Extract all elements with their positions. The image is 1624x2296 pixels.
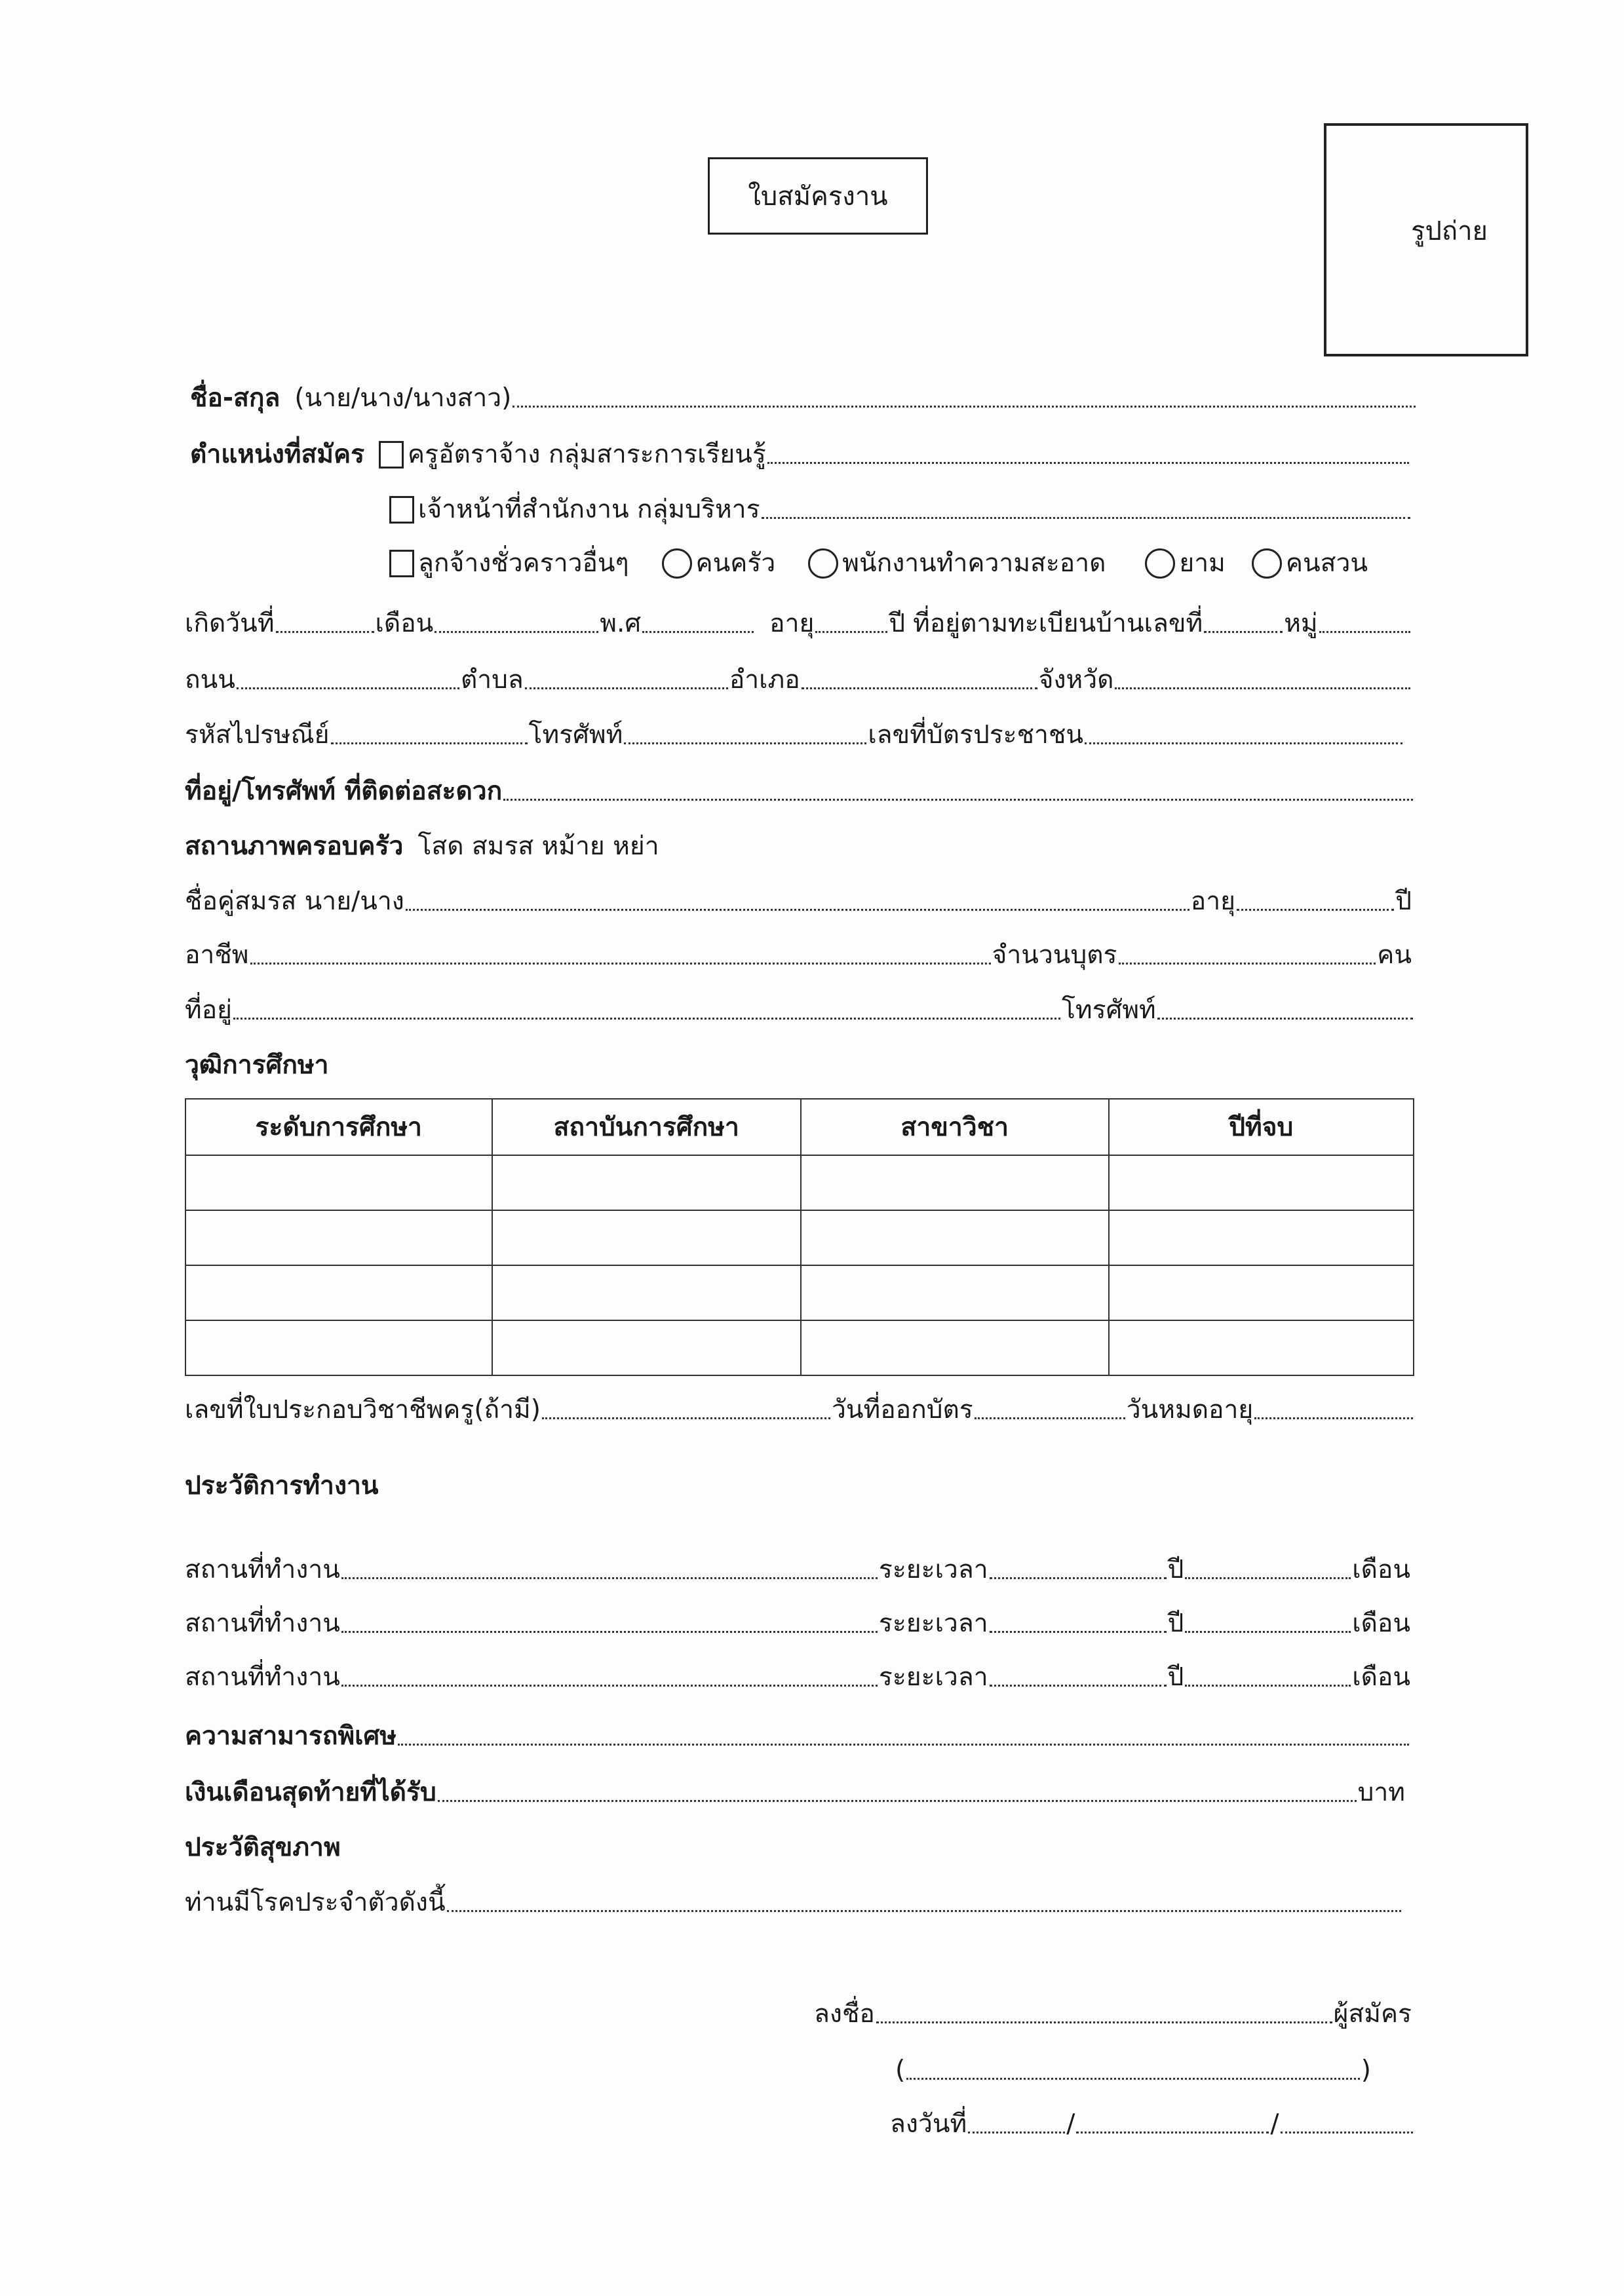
contact-label: ที่อยู่/โทรศัพท์ ที่ติดต่อสะดวก <box>185 776 503 806</box>
spouse-address-row <box>185 991 1414 1030</box>
work-row <box>185 1658 1410 1697</box>
open-paren: ( <box>895 2056 906 2085</box>
district-label: อำเภอ <box>729 665 800 695</box>
duration-year-label: ปี <box>1167 1555 1184 1584</box>
contact-field[interactable] <box>503 799 1413 801</box>
house-reg-label: ที่อยู่ตามทะเบียนบ้านเลขที่ <box>913 609 1203 638</box>
salary-label: เงินเดือนสุดท้ายที่ได้รับ <box>185 1778 436 1807</box>
phone-label: โทรศัพท์ <box>528 720 623 750</box>
table-row <box>185 1210 1414 1265</box>
age-unit: ปี <box>889 609 906 638</box>
duration-month-label: เดือน <box>1352 1662 1410 1692</box>
option-cleaner: พนักงานทำความสะอาด <box>842 548 1106 578</box>
radio-gardener[interactable] <box>1252 548 1282 579</box>
duration-year-label: ปี <box>1167 1662 1184 1692</box>
duration-year-field[interactable] <box>1185 1631 1351 1633</box>
printed-name-field[interactable] <box>906 2078 1360 2080</box>
work-row <box>185 1604 1410 1643</box>
table-cell[interactable] <box>801 1320 1109 1375</box>
printed-name-row <box>895 2051 1371 2090</box>
born-month-label: เดือน <box>375 609 434 638</box>
spouse-phone-field[interactable] <box>1157 1018 1413 1020</box>
district-field[interactable] <box>802 687 1037 689</box>
spouse-row <box>185 882 1412 921</box>
village-label: หมู่ <box>1284 609 1318 638</box>
table-cell[interactable] <box>801 1210 1109 1265</box>
table-cell[interactable] <box>801 1265 1109 1320</box>
spouse-name-field[interactable] <box>406 909 1189 911</box>
name-field[interactable] <box>512 406 1416 408</box>
province-label: จังหวัด <box>1038 665 1114 695</box>
table-cell[interactable] <box>185 1155 492 1210</box>
duration-year-field[interactable] <box>1185 1577 1351 1579</box>
duration-month-label: เดือน <box>1352 1555 1410 1584</box>
address-row <box>185 660 1412 700</box>
position-option-temp: ลูกจ้างชั่วคราวอื่นๆ <box>418 548 629 578</box>
subject-group-field[interactable] <box>767 462 1409 464</box>
salary-unit: บาท <box>1357 1778 1405 1807</box>
duration-year-label: ปี <box>1167 1609 1184 1638</box>
subdistrict-label: ตำบล <box>460 665 524 695</box>
born-day-field[interactable] <box>276 631 374 633</box>
table-cell[interactable] <box>492 1320 802 1375</box>
radio-guard[interactable] <box>1145 548 1175 579</box>
position-row-1 <box>190 435 1410 474</box>
duration-field[interactable] <box>990 1631 1167 1633</box>
education-heading-row <box>185 1046 578 1085</box>
spouse-address-field[interactable] <box>233 1018 1060 1020</box>
health-heading: ประวัติสุขภาพ <box>185 1833 341 1862</box>
children-unit: คน <box>1377 940 1412 970</box>
marital-label: สถานภาพครอบครัว <box>185 832 404 861</box>
photo-label: รูปถ่าย <box>1411 216 1488 246</box>
road-label: ถนน <box>185 665 235 695</box>
occupation-field[interactable] <box>250 963 991 965</box>
table-cell[interactable] <box>185 1320 492 1375</box>
special-skill-field[interactable] <box>398 1744 1409 1746</box>
disease-label: ท่านมีโรคประจำตัวดังนี้ <box>185 1888 446 1917</box>
duration-label: ระยะเวลา <box>878 1662 988 1692</box>
applicant-label: ผู้สมัคร <box>1333 1999 1412 2029</box>
option-gardener: คนสวน <box>1285 548 1368 578</box>
table-cell[interactable] <box>1109 1320 1414 1375</box>
id-card-label: เลขที่บัตรประชาชน <box>868 720 1084 750</box>
spouse-age-field[interactable] <box>1237 909 1394 911</box>
date-separator: / <box>1270 2109 1279 2139</box>
road-field[interactable] <box>237 687 459 689</box>
duration-month-label: เดือน <box>1352 1609 1410 1638</box>
children-label: จำนวนบุตร <box>992 940 1117 970</box>
signature-row <box>814 1995 1412 2034</box>
education-table <box>185 1098 1414 1376</box>
age-label: อายุ <box>769 609 815 638</box>
sign-month-field[interactable] <box>1076 2132 1269 2133</box>
name-title-options: (นาย/นาง/นางสาว) <box>294 383 512 413</box>
education-heading: วุฒิการศึกษา <box>185 1050 329 1080</box>
table-cell[interactable] <box>1109 1265 1414 1320</box>
table-cell[interactable] <box>185 1265 492 1320</box>
date-separator: / <box>1066 2109 1075 2139</box>
option-cook: คนครัว <box>695 548 776 578</box>
spouse-age-unit: ปี <box>1395 887 1412 916</box>
born-year-field[interactable] <box>642 631 754 633</box>
position-option-office: เจ้าหน้าที่สำนักงาน กลุ่มบริหาร <box>418 495 760 524</box>
column-header: ระดับการศึกษา <box>185 1099 492 1155</box>
workplace-label: สถานที่ทำงาน <box>185 1662 340 1692</box>
disease-row <box>185 1883 1402 1923</box>
work-row <box>185 1550 1410 1590</box>
birth-row <box>185 604 1412 643</box>
table-cell[interactable] <box>492 1210 802 1265</box>
province-field[interactable] <box>1115 687 1410 689</box>
issue-date-label: วันที่ออกบัตร <box>831 1395 973 1425</box>
position-option-teacher: ครูอัตราจ้าง กลุ่มสาระการเรียนรู้ <box>408 440 766 469</box>
postcode-field[interactable] <box>331 742 528 744</box>
salary-row <box>185 1773 1405 1812</box>
admin-group-field[interactable] <box>762 517 1410 519</box>
photo-box[interactable] <box>1324 123 1528 356</box>
spouse-name-label: ชื่อคู่สมรส นาย/นาง <box>185 887 404 916</box>
position-checkbox-temp[interactable] <box>389 550 414 577</box>
contact-row <box>185 772 1414 811</box>
occupation-label: อาชีพ <box>185 940 249 970</box>
age-field[interactable] <box>815 631 887 633</box>
radio-cook[interactable] <box>662 548 692 579</box>
table-cell[interactable] <box>492 1265 802 1320</box>
sign-label: ลงชื่อ <box>814 1999 875 2029</box>
spouse-phone-label: โทรศัพท์ <box>1061 995 1156 1025</box>
name-label: ชื่อ-สกุล <box>190 383 280 413</box>
name-row <box>190 379 1417 418</box>
position-label: ตำแหน่งที่สมัคร <box>190 440 365 469</box>
radio-cleaner[interactable] <box>808 548 838 579</box>
work-heading: ประวัติการทำงาน <box>185 1471 379 1501</box>
occupation-row <box>185 936 1412 975</box>
born-year-label: พ.ศ <box>600 609 642 638</box>
subdistrict-field[interactable] <box>525 687 728 689</box>
column-header: สถาบันการศึกษา <box>492 1099 802 1155</box>
form-title-text: ใบสมัครงาน <box>748 182 888 212</box>
workplace-field[interactable] <box>341 1631 878 1633</box>
duration-label: ระยะเวลา <box>878 1555 988 1584</box>
column-header: สาขาวิชา <box>801 1099 1109 1155</box>
village-field[interactable] <box>1319 631 1410 633</box>
position-row-2 <box>389 490 1412 529</box>
marital-options[interactable]: โสด สมรส หม้าย หย่า <box>417 832 659 861</box>
table-cell[interactable] <box>801 1155 1109 1210</box>
table-row <box>185 1320 1414 1375</box>
position-row-3 <box>389 544 1425 583</box>
table-cell[interactable] <box>185 1210 492 1265</box>
option-guard: ยาม <box>1179 548 1226 578</box>
column-header: ปีที่จบ <box>1109 1099 1414 1155</box>
workplace-field[interactable] <box>341 1577 878 1579</box>
spouse-address-label: ที่อยู่ <box>185 995 232 1025</box>
form-title <box>708 157 928 235</box>
table-row <box>185 1265 1414 1320</box>
table-row <box>185 1155 1414 1210</box>
health-heading-row <box>185 1828 709 1867</box>
marital-row <box>185 827 840 866</box>
id-card-field[interactable] <box>1085 742 1402 744</box>
position-checkbox-teacher[interactable] <box>379 441 404 469</box>
expiry-date-field[interactable] <box>1254 1417 1413 1419</box>
close-paren: ) <box>1361 2056 1371 2085</box>
workplace-label: สถานที่ทำงาน <box>185 1609 340 1638</box>
table-cell[interactable] <box>1109 1155 1414 1210</box>
sign-day-field[interactable] <box>968 2132 1065 2133</box>
disease-field[interactable] <box>447 1910 1401 1912</box>
special-skill-row <box>185 1717 1410 1756</box>
phone-field[interactable] <box>624 742 866 744</box>
table-cell[interactable] <box>1109 1210 1414 1265</box>
table-cell[interactable] <box>492 1155 802 1210</box>
signature-field[interactable] <box>876 2021 1332 2023</box>
sign-date-row <box>890 2105 1414 2144</box>
license-label: เลขที่ใบประกอบวิชาชีพครู(ถ้ามี) <box>185 1395 541 1425</box>
children-field[interactable] <box>1119 963 1376 965</box>
special-skill-label: ความสามารถพิเศษ <box>185 1721 396 1751</box>
expiry-date-label: วันหมดอายุ <box>1126 1395 1254 1425</box>
postcode-label: รหัสไปรษณีย์ <box>185 720 330 750</box>
born-day-label: เกิดวันที่ <box>185 609 275 638</box>
license-field[interactable] <box>542 1417 830 1419</box>
duration-year-field[interactable] <box>1185 1685 1351 1687</box>
sign-date-label: ลงวันที่ <box>890 2109 967 2139</box>
work-heading-row <box>185 1466 709 1506</box>
spouse-age-label: อายุ <box>1190 887 1235 916</box>
workplace-field[interactable] <box>341 1685 878 1687</box>
sign-year-field[interactable] <box>1281 2132 1414 2133</box>
duration-field[interactable] <box>990 1685 1167 1687</box>
license-row <box>185 1390 1414 1430</box>
education-header-row <box>185 1099 1414 1155</box>
position-checkbox-office[interactable] <box>389 496 414 524</box>
issue-date-field[interactable] <box>975 1417 1125 1419</box>
house-number-field[interactable] <box>1204 631 1283 633</box>
born-month-field[interactable] <box>435 631 598 633</box>
duration-field[interactable] <box>990 1577 1167 1579</box>
workplace-label: สถานที่ทำงาน <box>185 1555 340 1584</box>
salary-field[interactable] <box>438 1800 1357 1802</box>
postcode-row <box>185 716 1404 755</box>
duration-label: ระยะเวลา <box>878 1609 988 1638</box>
